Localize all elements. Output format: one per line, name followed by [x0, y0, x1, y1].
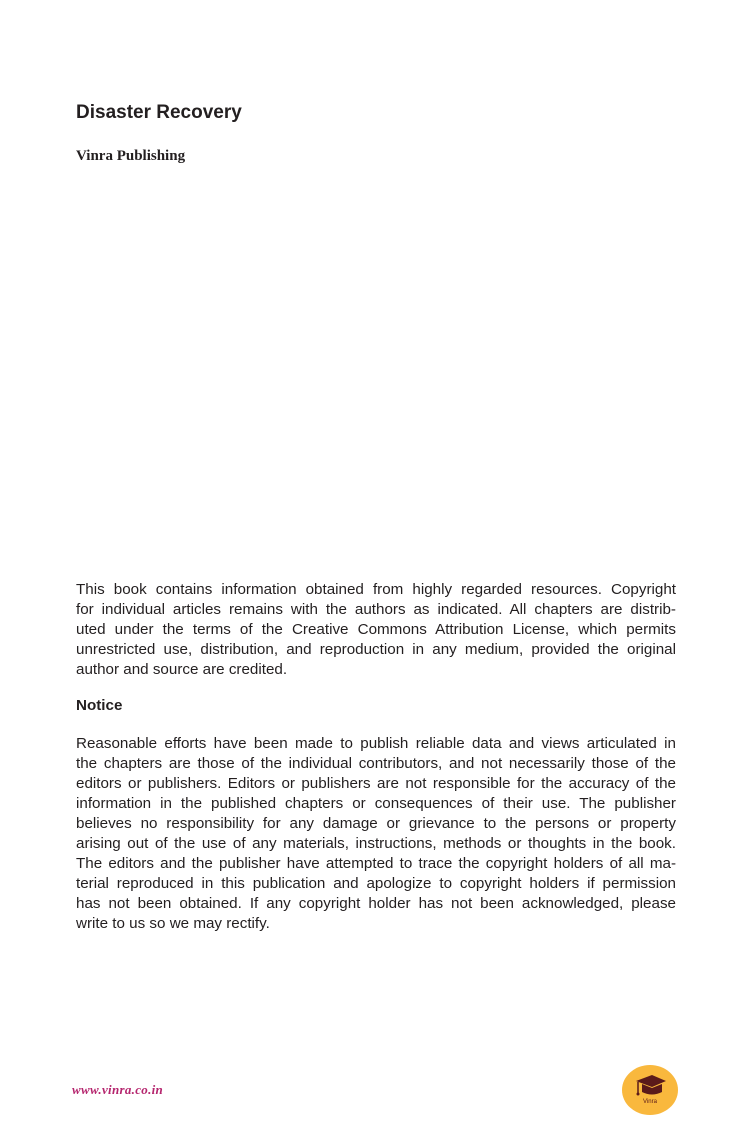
- text-line: This book contains information obtained from highly regarded resources. Copyright: [76, 581, 676, 598]
- publisher-logo: [622, 1065, 678, 1115]
- website-link[interactable]: www.vinra.co.in: [72, 1082, 164, 1097]
- graduation-cap-icon: [632, 1073, 668, 1099]
- publisher-name: Vinra Publishing: [76, 148, 186, 164]
- text-line: The editors and the publisher have attempted to trace the copyright holders of all ma-: [76, 855, 676, 872]
- text-line: for individual articles remains with the authors as indicated. All chapters are distrib-: [76, 601, 676, 618]
- notice-heading: Notice: [76, 697, 123, 714]
- text-line: editors or publishers. Editors or publishers are not responsible for the accuracy of the: [76, 775, 676, 792]
- text-line: terial reproduced in this publication and apologize to copyright holders if permission: [76, 875, 676, 892]
- text-line: information in the published chapters or consequences of their use. The publisher: [76, 795, 676, 812]
- text-line: the chapters are those of the individual contributors, and not necessarily those of the: [76, 755, 676, 772]
- text-line: arising out of the use of any materials, instructions, methods or thoughts in the book.: [76, 835, 676, 852]
- book-title: Disaster Recovery: [76, 102, 242, 123]
- text-line: author and source are credited.: [76, 661, 288, 678]
- text-line: write to us so we may rectify.: [76, 915, 270, 932]
- logo-text: Vinra: [643, 1099, 657, 1105]
- notice-paragraph: [76, 734, 676, 934]
- text-line: has not been obtained. If any copyright holder has not been acknowledged, please: [76, 895, 676, 912]
- copyright-paragraph: [76, 580, 676, 680]
- text-line: believes no responsibility for any damage or grievance to the persons or property: [76, 815, 676, 832]
- text-line: uted under the terms of the Creative Commons Attribution License, which permits: [76, 621, 676, 638]
- text-line: unrestricted use, distribution, and reproduction in any medium, provided the original: [76, 641, 676, 658]
- text-line: Reasonable efforts have been made to publish reliable data and views articulated in: [76, 735, 676, 752]
